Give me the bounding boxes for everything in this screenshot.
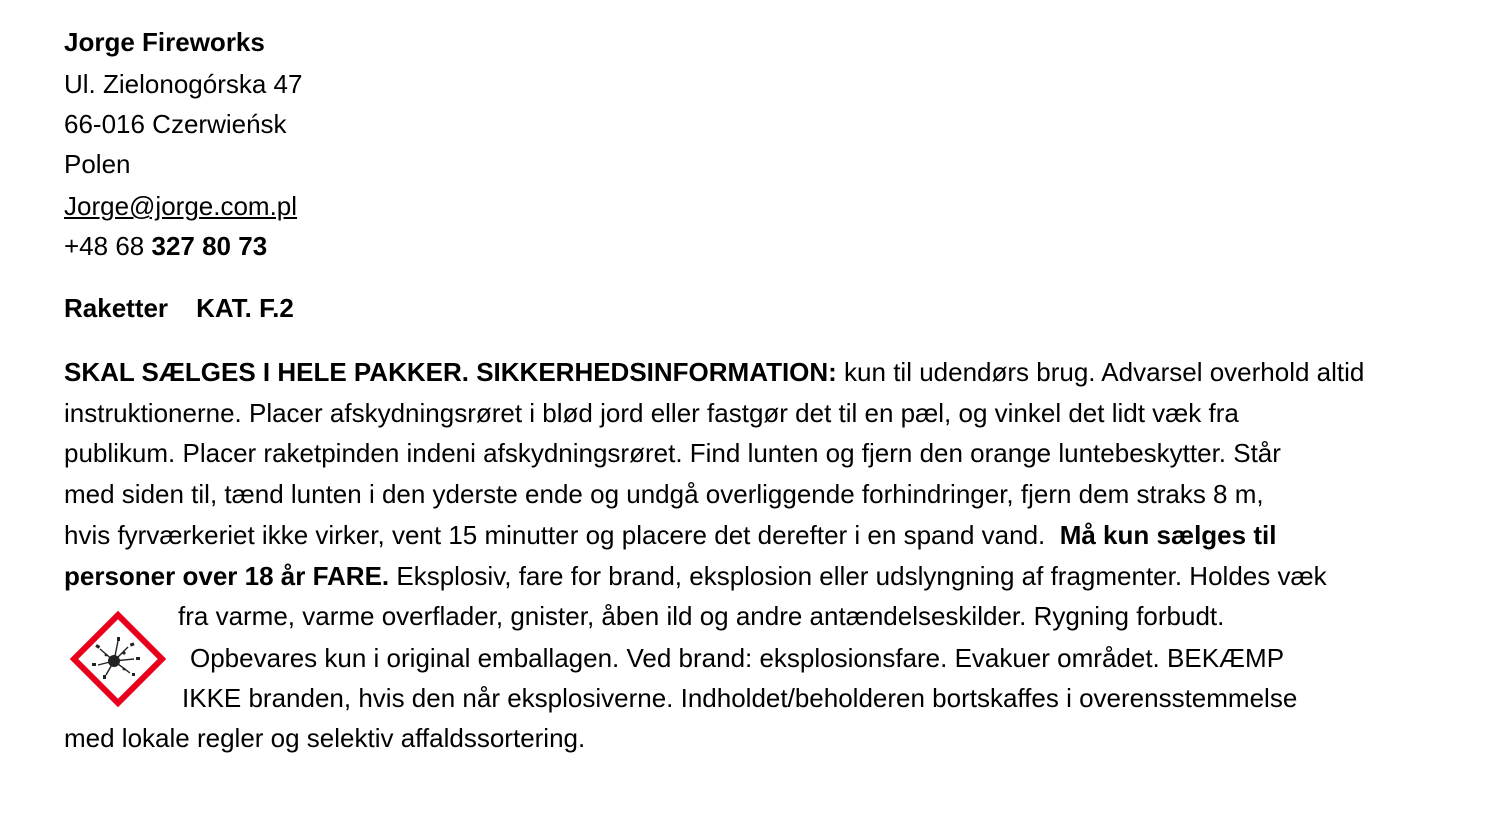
product-name: Raketter [64, 293, 169, 323]
safety-heading: SKAL SÆLGES I HELE PAKKER. SIKKERHEDSINFORMATION: [64, 357, 837, 387]
exploding-bomb-ghs-icon [70, 611, 166, 707]
safety-text: Eksplosiv, fare for brand, eksplosion eller udslyngning af fragmenter. Holdes væk [389, 561, 1327, 591]
age-restriction: Må kun sælges til [1059, 520, 1277, 550]
company-name: Jorge Fireworks [64, 27, 265, 57]
company-country: Polen [64, 149, 131, 179]
safety-line-6 [64, 560, 1327, 592]
safety-line-4: med siden til, tænd lunten i den yderste ende og undgå overliggende forhindringer, fjern dem straks 8 m, [64, 479, 1264, 509]
safety-line-5 [64, 519, 1276, 551]
product-line [64, 292, 294, 324]
safety-text: kun til udendørs brug. Advarsel overhold altid [836, 357, 1365, 387]
safety-line-9: IKKE branden, hvis den når eksplosiverne. Indholdet/beholderen bortskaffes i overensstemmelse [182, 683, 1298, 713]
company-phone [64, 230, 267, 262]
safety-line-2: instruktionerne. Placer afskydningsrøret i blød jord eller fastgør det til en pæl, og vinkel det lidt væk fra [64, 398, 1239, 428]
safety-text: hvis fyrværkeriet ikke virker, vent 15 minutter og placere det derefter i en spand vand. [64, 520, 1060, 550]
safety-line-1 [64, 356, 1364, 388]
company-street: Ul. Zielonogórska 47 [64, 69, 303, 99]
safety-line-3: publikum. Placer raketpinden indeni afskydningsrøret. Find lunten og fjern den orange luntebeskytter. Står [64, 438, 1281, 468]
company-email-link[interactable]: Jorge@jorge.com.pl [64, 191, 298, 221]
safety-line-7: fra varme, varme overflader, gnister, åben ild og andre antændelseskilder. Rygning forbudt. [178, 601, 1225, 631]
company-city: 66-016 Czerwieńsk [64, 109, 287, 139]
danger-heading: personer over 18 år FARE. [64, 561, 390, 591]
safety-line-8: Opbevares kun i original emballagen. Ved brand: eksplosionsfare. Evakuer området. BEKÆMP [190, 643, 1285, 673]
phone-main: 327 80 73 [151, 231, 268, 261]
safety-line-10: med lokale regler og selektiv affaldssortering. [64, 723, 586, 753]
phone-prefix: +48 68 [64, 231, 152, 261]
product-category: KAT. F.2 [196, 293, 294, 323]
